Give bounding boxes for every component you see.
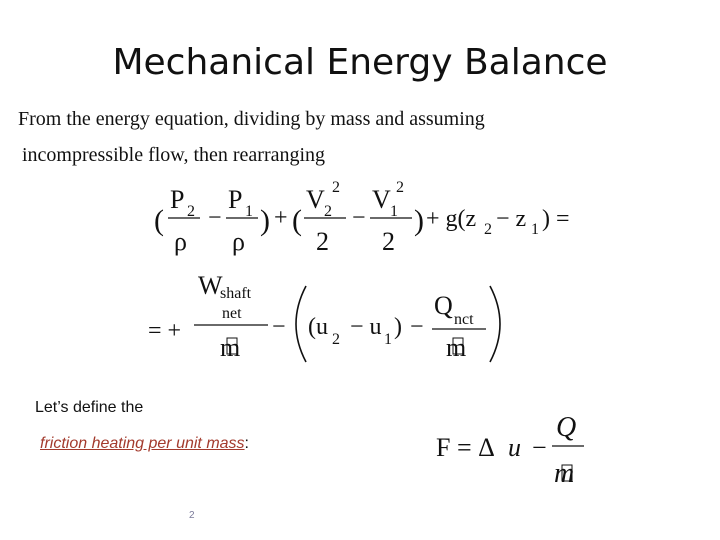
gravity-term: + g(z	[426, 206, 477, 232]
friction-equation	[434, 408, 594, 490]
energy-balance-equation-1	[150, 178, 600, 260]
friction-label: friction heating per unit mass	[40, 435, 245, 452]
define-text: Let’s define the	[35, 399, 144, 416]
svg-text:+: +	[274, 205, 288, 231]
u-term: (u	[308, 314, 328, 340]
p2-symbol: P	[170, 185, 185, 214]
svg-text:(: (	[154, 204, 164, 237]
z2-subscript: 2	[484, 221, 492, 238]
p2-subscript: 2	[187, 203, 195, 220]
equals-plus: = +	[148, 318, 182, 344]
page-number: 2	[189, 510, 195, 521]
svg-text:): )	[260, 204, 270, 237]
minus-sign-2: −	[410, 314, 424, 340]
svg-text:−: −	[208, 205, 222, 231]
v1-square: 2	[396, 179, 404, 196]
page-title: Mechanical Energy Balance	[112, 42, 608, 83]
friction-definition	[40, 435, 249, 453]
z1-subscript: 1	[531, 221, 539, 238]
minus-sign-3: −	[532, 433, 547, 462]
shaft-subscript: shaft	[220, 285, 252, 302]
friction-colon: :	[244, 435, 249, 452]
minus-sign: −	[272, 314, 286, 340]
svg-text:(: (	[292, 204, 302, 237]
mass-flow-m-2: m	[446, 333, 467, 362]
mass-flow-m: m	[220, 333, 241, 362]
u-symbol: u	[508, 433, 521, 462]
p1-subscript: 1	[245, 203, 253, 220]
p1-symbol: P	[228, 185, 243, 214]
rho-symbol: ρ	[174, 227, 187, 256]
close-paren: )	[394, 314, 402, 340]
denominator-two-2: 2	[382, 227, 395, 256]
v2-square: 2	[332, 179, 340, 196]
q-symbol-2: Q	[556, 412, 577, 443]
intro-text-line-2: incompressible flow, then rearranging	[22, 144, 326, 166]
minus-z1: − z	[496, 206, 527, 232]
mass-flow-m-3: m	[554, 458, 575, 489]
svg-text:−: −	[352, 205, 366, 231]
denominator-two: 2	[316, 227, 329, 256]
energy-balance-equation-2	[146, 268, 516, 366]
v1-symbol: V	[372, 185, 391, 214]
rho-symbol-2: ρ	[232, 227, 245, 256]
v2-subscript: 2	[324, 203, 332, 220]
svg-text:): )	[414, 204, 424, 237]
intro-text-line-1: From the energy equation, dividing by mass and assuming	[18, 108, 485, 130]
v1-subscript: 1	[390, 203, 398, 220]
f-lhs: F = Δ	[436, 433, 495, 462]
net-subscript: net	[222, 305, 242, 322]
q-symbol: Q	[434, 291, 453, 320]
w-symbol: W	[198, 271, 223, 300]
equals-sign: ) =	[542, 206, 570, 232]
nct-subscript: nct	[454, 311, 474, 328]
minus-u1: − u	[350, 314, 382, 340]
u1-subscript: 1	[384, 331, 392, 348]
u2-subscript: 2	[332, 331, 340, 348]
v2-symbol: V	[306, 185, 325, 214]
